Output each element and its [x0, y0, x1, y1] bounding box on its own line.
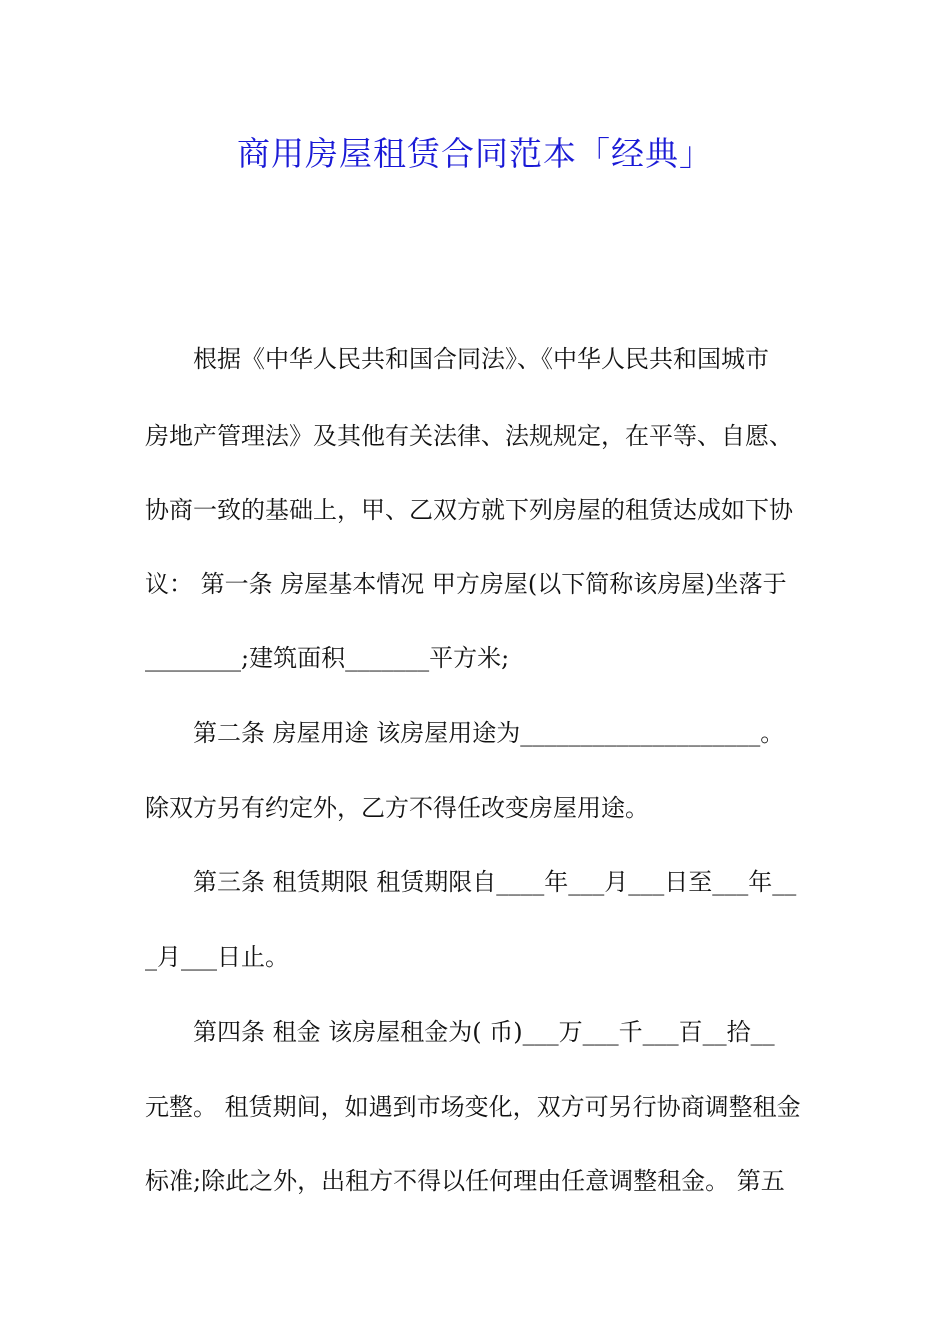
body-line-text: 第二条 房屋用途 该房屋用途为____________________。 — [193, 719, 785, 747]
document-title: 商用房屋租赁合同范本「经典」 — [237, 134, 713, 173]
body-line-text: 根据《中华人民共和国合同法》、《中华人民共和国城市 — [193, 345, 769, 373]
body-line-text: 元整。 租赁期间，如遇到市场变化，双方可另行协商调整租金 — [145, 1093, 801, 1121]
body-line-text: 第四条 租金 该房屋租金为( 币)___万___千___百__拾__ — [193, 1018, 775, 1046]
body-line-text: 标准;除此之外，出租方不得以任何理由任意调整租金。 第五 — [145, 1167, 785, 1195]
body-line-text: _月___日止。 — [145, 943, 289, 971]
body-line-text: 议： 第一条 房屋基本情况 甲方房屋(以下简称该房屋)坐落于 — [145, 570, 787, 598]
body-line-text: 除双方另有约定外，乙方不得任改变房屋用途。 — [145, 794, 649, 822]
body-line-text: ________;建筑面积_______平方米; — [145, 644, 510, 672]
body-line-text: 第三条 租赁期限 租赁期限自____年___月___日至___年__ — [193, 868, 797, 896]
body-line-text: 协商一致的基础上，甲、乙双方就下列房屋的租赁达成如下协 — [145, 496, 793, 524]
body-line-text: 房地产管理法》及其他有关法律、法规规定，在平等、自愿、 — [145, 422, 793, 450]
